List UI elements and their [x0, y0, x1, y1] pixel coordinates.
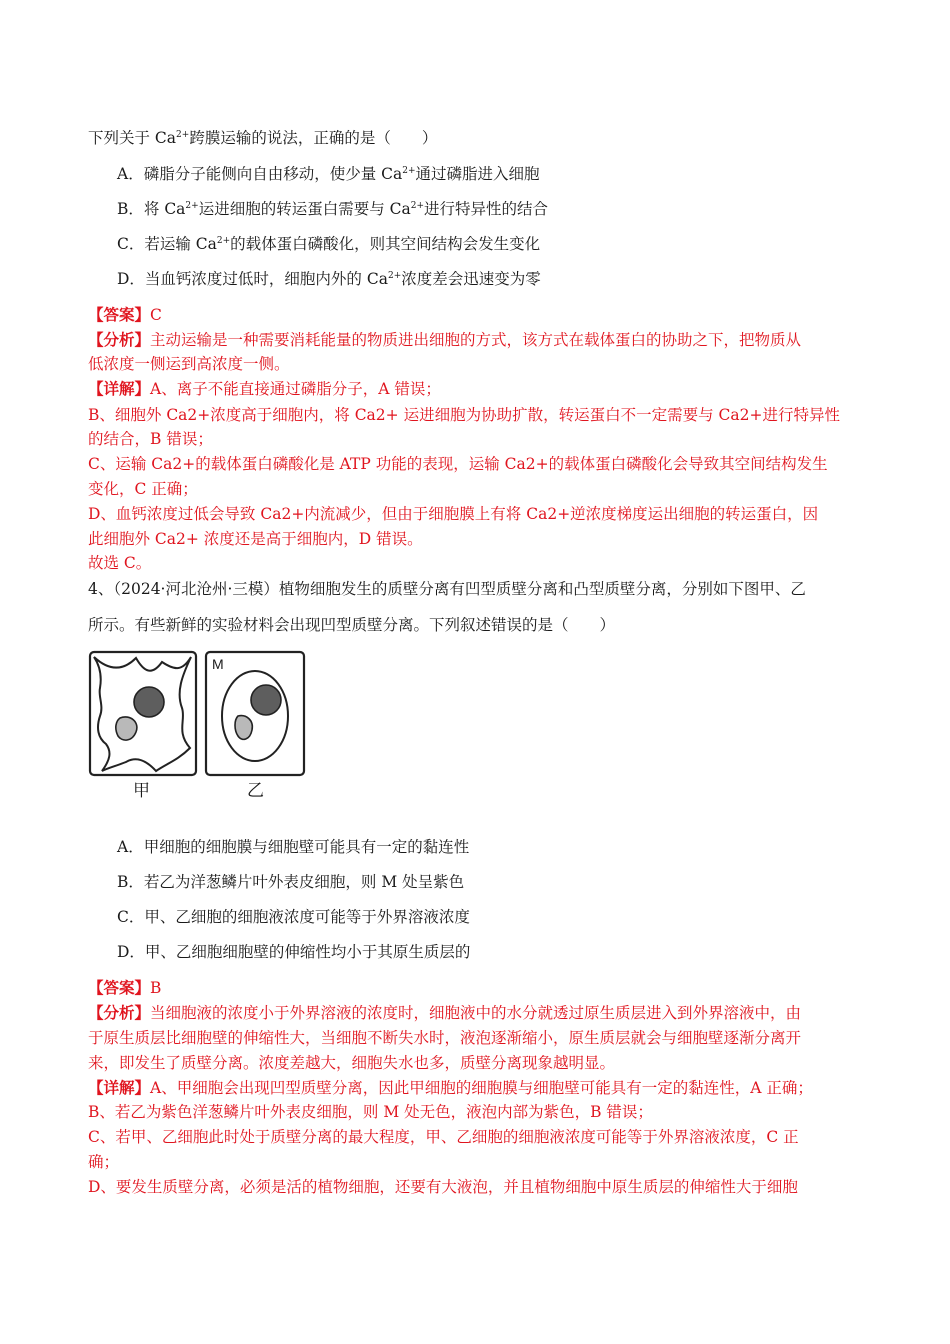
- q4-detail-line-1: 【详解】A、甲细胞会出现凹型质壁分离，因此甲细胞的细胞膜与细胞壁可能具有一定的黏连性，A 正确；: [88, 1078, 813, 1097]
- q3-detail-line-8: 故选 C。: [88, 554, 152, 572]
- q3-detail-line-2: B、细胞外 Ca2+浓度高于细胞内，将 Ca2+ 运进细胞为协助扩散，转运蛋白不一定需要与 Ca2+进行特异性: [88, 406, 840, 424]
- label-jia: 甲: [133, 781, 150, 801]
- q3-option-a: A．磷脂分子能侧向自由移动，使少量 $Ca^{2+}$通过磷脂进入细胞: [117, 165, 540, 183]
- q4-detail-line-5: D、要发生质壁分离，必须是活的植物细胞，还要有大液泡，并且植物细胞中原生质层的伸缩性大于细胞: [88, 1178, 798, 1196]
- q4-detail-line-3: C、若甲、乙细胞此时处于质壁分离的最大程度，甲、乙细胞的细胞液浓度可能等于外界溶液浓度，C 正: [88, 1128, 799, 1146]
- q4-analysis-line-3: 来，即发生了质壁分离。浓度差越大，细胞失水也多，质壁分离现象越明显。: [88, 1054, 616, 1072]
- plasmolysis-diagram: [86, 648, 311, 803]
- q3-detail-line-5: 变化，C 正确；: [88, 480, 198, 498]
- plasmolysis-figure: [86, 648, 311, 807]
- q4-stem-line-1: 4、（2024·河北沧州·三模）植物细胞发生的质壁分离有凹型质壁分离和凸型质壁分离，分别如下图甲、乙: [88, 580, 806, 598]
- q4-option-d: D．甲、乙细胞细胞壁的伸缩性均小于其原生质层的: [117, 943, 471, 961]
- q3-option-b: B．将 $Ca^{2+}$运进细胞的转运蛋白需要与 $Ca^{2+}$进行特异性的结合: [117, 200, 549, 218]
- q3-option-d: D．当血钙浓度过低时，细胞内外的 $Ca^{2+}$浓度差会迅速变为零: [117, 270, 541, 288]
- label-m: M: [212, 656, 224, 672]
- q3-analysis-line-1: 【分析】主动运输是一种需要消耗能量的物质进出细胞的方式，该方式在载体蛋白的协助之下，把物质从: [88, 330, 802, 349]
- q4-detail-line-2: B、若乙为紫色洋葱鳞片叶外表皮细胞，则 M 处无色，液泡内部为紫色，B 错误；: [88, 1103, 653, 1121]
- q4-option-a: A．甲细胞的细胞膜与细胞壁可能具有一定的黏连性: [117, 838, 470, 856]
- q4-detail-line-4: 确；: [88, 1153, 120, 1171]
- q4-analysis-line-1: 【分析】当细胞液的浓度小于外界溶液的浓度时，细胞液中的水分就透过原生质层进入到外界溶液中，由: [88, 1003, 802, 1022]
- q3-detail-line-4: C、运输 Ca2+的载体蛋白磷酸化是 ATP 功能的表现，运输 Ca2+的载体蛋白磷酸化会导致其空间结构发生: [88, 455, 828, 473]
- cell-jia: [90, 652, 196, 775]
- q3-analysis-line-2: 低浓度一侧运到高浓度一侧。: [88, 355, 290, 373]
- q4-answer: 【答案】B: [88, 978, 162, 997]
- q3-option-c: C．若运输 $Ca^{2+}$的载体蛋白磷酸化，则其空间结构会发生变化: [117, 235, 541, 253]
- q3-detail-line-6: D、血钙浓度过低会导致 Ca2+内流减少，但由于细胞膜上有将 Ca2+逆浓度梯度运出细胞的转运蛋白，因: [88, 505, 819, 523]
- q3-stem: 下列关于 $Ca^{2+}$跨膜运输的说法，正确的是（ ）: [88, 129, 438, 147]
- q3-detail-line-1: 【详解】A、离子不能直接通过磷脂分子，A 错误；: [88, 379, 441, 398]
- q4-stem-line-2: 所示。有些新鲜的实验材料会出现凹型质壁分离。下列叙述错误的是（ ）: [88, 616, 616, 634]
- q4-analysis-line-2: 于原生质层比细胞壁的伸缩性大，当细胞不断失水时，液泡逐渐缩小，原生质层就会与细胞壁逐渐分离开: [88, 1029, 802, 1047]
- q4-option-c: C．甲、乙细胞的细胞液浓度可能等于外界溶液浓度: [117, 908, 470, 926]
- q4-option-b: B．若乙为洋葱鳞片叶外表皮细胞，则 M 处呈紫色: [117, 873, 465, 891]
- cell-yi: [206, 652, 304, 775]
- q3-answer: 【答案】C: [88, 305, 162, 324]
- q3-detail-line-7: 此细胞外 Ca2+ 浓度还是高于细胞内，D 错误。: [88, 530, 423, 548]
- q3-detail-line-3: 的结合，B 错误；: [88, 430, 213, 448]
- label-yi: 乙: [247, 781, 264, 801]
